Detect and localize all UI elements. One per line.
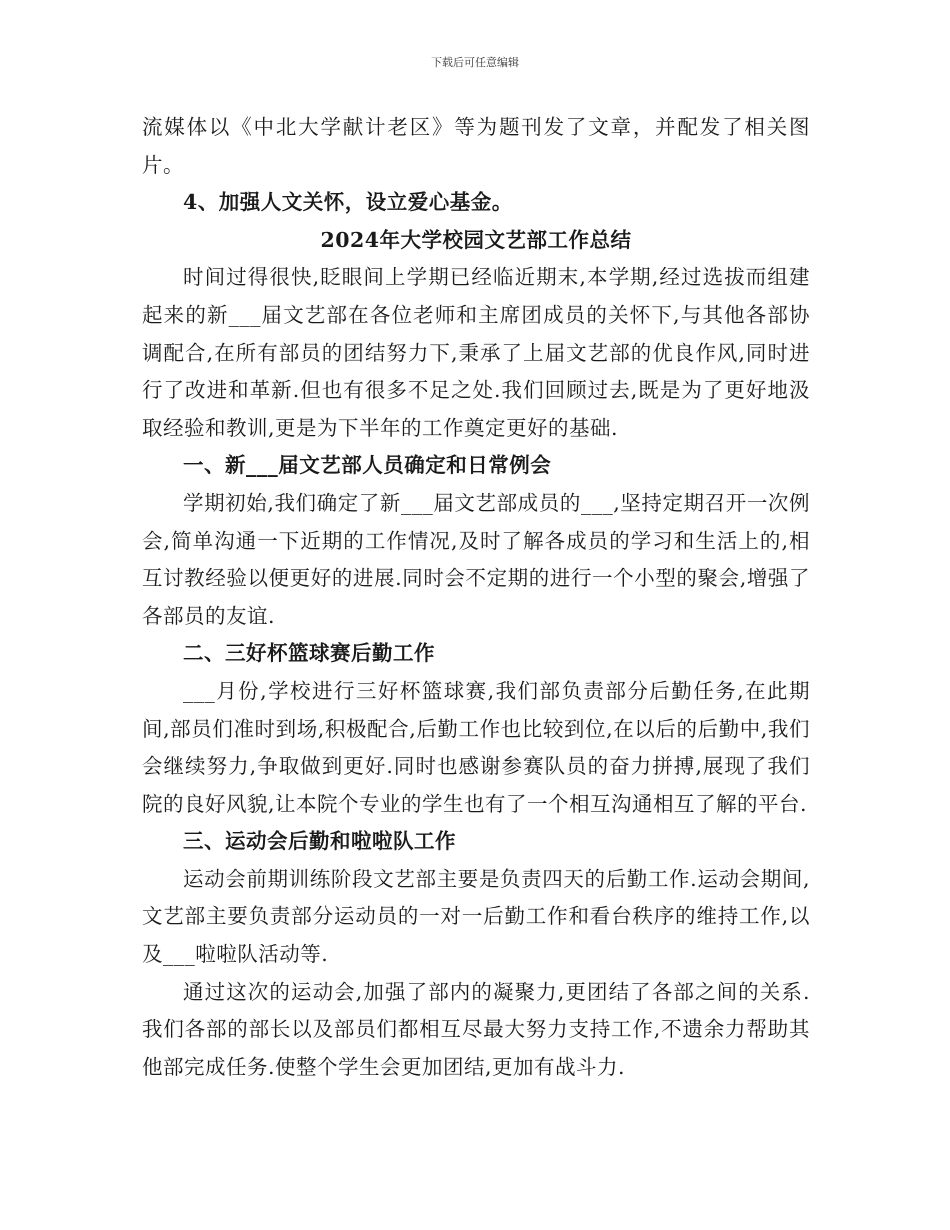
paragraph-section-3a: 运动会前期训练阶段文艺部主要是负责四天的后勤工作.运动会期间,文艺部主要负责部分运动员的一对一后勤工作和看台秩序的维持工作,以及___啦啦队活动等. [142,866,810,967]
paragraph-media-coverage: 流媒体以《中北大学献计老区》等为题刊发了文章，并配发了相关图片。 [142,115,810,177]
heading-humanistic-care: 4、加强人文关怀，设立爱心基金。 [183,190,513,215]
page-header: 下载后可任意编辑 [431,56,519,69]
document-title: 2024年大学校园文艺部工作总结 [320,227,632,252]
document-body [142,109,810,1086]
paragraph-section-1: 学期初始,我们确定了新___届文艺部成员的___,坚持定期召开一次例会,简单沟通一下近期的工作情况,及时了解各成员的学习和生活上的,相互讨教经验以便更好的进展.同时会不定期的进行一个小型的聚会,增强了各部员的友谊. [142,490,810,628]
paragraph-section-2: ___月份,学校进行三好杯篮球赛,我们部负责部分后勤任务,在此期间,部员们准时到场,积极配合,后勤工作也比较到位,在以后的后勤中,我们会继续努力,争取做到更好.同时也感谢参赛队员的奋力拼搏,展现了我们院的良好风貌,让本院个专业的学生也有了一个相互沟通相互了解的平台. [142,678,810,816]
section-heading-3: 三、运动会后勤和啦啦队工作 [183,829,456,854]
section-heading-2: 二、三好杯篮球赛后勤工作 [183,641,435,666]
paragraph-section-3b: 通过这次的运动会,加强了部内的凝聚力,更团结了各部之间的关系.我们各部的部长以及部员们都相互尽最大努力支持工作,不遗余力帮助其他部完成任务.使整个学生会更加团结,更加有战斗力. [142,979,810,1079]
paragraph-intro: 时间过得很快,眨眼间上学期已经临近期末,本学期,经过选拔而组建起来的新___届文艺部在各位老师和主席团成员的关怀下,与其他各部协调配合,在所有部员的团结努力下,秉承了上届文艺部的优良作风,同时进行了改进和革新.但也有很多不足之处.我们回顾过去,既是为了更好地汲取经验和教训,更是为下半年的工作奠定更好的基础. [142,265,810,440]
section-heading-1: 一、新___届文艺部人员确定和日常例会 [183,453,552,478]
